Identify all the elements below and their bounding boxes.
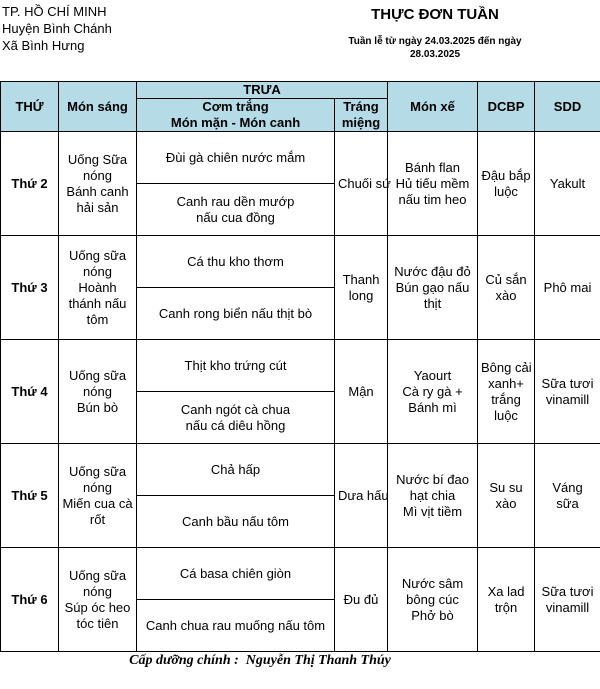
dcbp-cell: Đậu bắp luộc bbox=[478, 132, 535, 236]
col-header-dcbp: DCBP bbox=[478, 82, 535, 132]
dessert-cell: Đu đủ bbox=[335, 548, 388, 652]
table-header-row bbox=[1, 82, 600, 99]
dessert-cell: Dưa hấu bbox=[335, 444, 388, 548]
dessert-cell: Chuối sứ bbox=[335, 132, 388, 236]
dessert-cell: Thanh long bbox=[335, 236, 388, 340]
dcbp-cell: Củ sắn xào bbox=[478, 236, 535, 340]
breakfast-cell: Uống Sữa nóng Bánh canh hải sản bbox=[59, 132, 137, 236]
weekly-menu-table bbox=[0, 81, 600, 652]
soup-cell: Canh bầu nấu tôm bbox=[137, 496, 335, 548]
afternoon-snack-cell: Nước sâm bông cúc Phở bò bbox=[388, 548, 478, 652]
col-header-day: THỨ bbox=[1, 82, 59, 132]
main-dish-cell: Thịt kho trứng cút bbox=[137, 340, 335, 392]
breakfast-cell: Uống sữa nóng Miến cua cà rốt bbox=[59, 444, 137, 548]
table-row bbox=[1, 132, 600, 184]
dcbp-cell: Xa lad trộn bbox=[478, 548, 535, 652]
soup-cell: Canh rong biển nấu thịt bò bbox=[137, 288, 335, 340]
head-cook-label: Cấp dưỡng chính : bbox=[129, 653, 239, 668]
sdd-cell: Phô mai bbox=[535, 236, 600, 340]
school-header bbox=[2, 3, 112, 54]
breakfast-cell: Uống sữa nóng Hoành thánh nấu tôm bbox=[59, 236, 137, 340]
day-cell: Thứ 6 bbox=[1, 548, 59, 652]
col-header-rice: Cơm trắng Món mặn - Món canh bbox=[137, 99, 335, 132]
col-header-lunch: TRƯA bbox=[137, 82, 388, 99]
col-header-breakfast: Món sáng bbox=[59, 82, 137, 132]
head-cook-signature bbox=[0, 653, 520, 669]
table-row bbox=[1, 548, 600, 600]
table-row bbox=[1, 340, 600, 392]
district-name: Huyện Bình Chánh bbox=[2, 21, 112, 36]
soup-cell: Canh chua rau muống nấu tôm bbox=[137, 600, 335, 652]
sdd-cell: Sữa tươi vinamill bbox=[535, 548, 600, 652]
soup-cell: Canh rau dền mướp nấu cua đồng bbox=[137, 184, 335, 236]
afternoon-snack-cell: Nước bí đao hạt chia Mì vịt tiềm bbox=[388, 444, 478, 548]
main-dish-cell: Cá basa chiên giòn bbox=[137, 548, 335, 600]
day-cell: Thứ 3 bbox=[1, 236, 59, 340]
afternoon-snack-cell: Bánh flan Hủ tiếu mềm nấu tim heo bbox=[388, 132, 478, 236]
dcbp-cell: Bông cải xanh+ trắng luộc bbox=[478, 340, 535, 444]
main-dish-cell: Cá thu kho thơm bbox=[137, 236, 335, 288]
main-dish-cell: Đùi gà chiên nước mắm bbox=[137, 132, 335, 184]
col-header-sdd: SDD bbox=[535, 82, 600, 132]
city-name: TP. HỒ CHÍ MINH bbox=[2, 4, 107, 19]
page-title: THỰC ĐƠN TUẦN bbox=[371, 6, 499, 23]
table-row bbox=[1, 236, 600, 288]
sdd-cell: Sữa tươi vinamill bbox=[535, 340, 600, 444]
afternoon-snack-cell: Yaourt Cà ry gà + Bánh mì bbox=[388, 340, 478, 444]
day-cell: Thứ 5 bbox=[1, 444, 59, 548]
afternoon-snack-cell: Nước đậu đỏ Bún gạo nấu thịt bbox=[388, 236, 478, 340]
col-header-dessert: Tráng miệng bbox=[335, 99, 388, 132]
breakfast-cell: Uống sữa nóng Bún bò bbox=[59, 340, 137, 444]
dcbp-cell: Su su xào bbox=[478, 444, 535, 548]
day-cell: Thứ 4 bbox=[1, 340, 59, 444]
breakfast-cell: Uống sữa nóng Súp óc heo tóc tiên bbox=[59, 548, 137, 652]
main-dish-cell: Chả hấp bbox=[137, 444, 335, 496]
week-range-line1: Tuần lễ từ ngày 24.03.2025 đến ngày bbox=[348, 36, 522, 47]
dessert-cell: Mận bbox=[335, 340, 388, 444]
sdd-cell: Váng sữa bbox=[535, 444, 600, 548]
week-range-line2: 28.03.2025 bbox=[409, 49, 461, 60]
week-range bbox=[330, 35, 540, 61]
soup-cell: Canh ngót cà chua nấu cá diêu hồng bbox=[137, 392, 335, 444]
day-cell: Thứ 2 bbox=[1, 132, 59, 236]
head-cook-name: Nguyễn Thị Thanh Thúy bbox=[245, 653, 391, 668]
table-row bbox=[1, 444, 600, 496]
col-header-afternoon: Món xế bbox=[388, 82, 478, 132]
commune-name: Xã Bình Hưng bbox=[2, 38, 85, 53]
sdd-cell: Yakult bbox=[535, 132, 600, 236]
